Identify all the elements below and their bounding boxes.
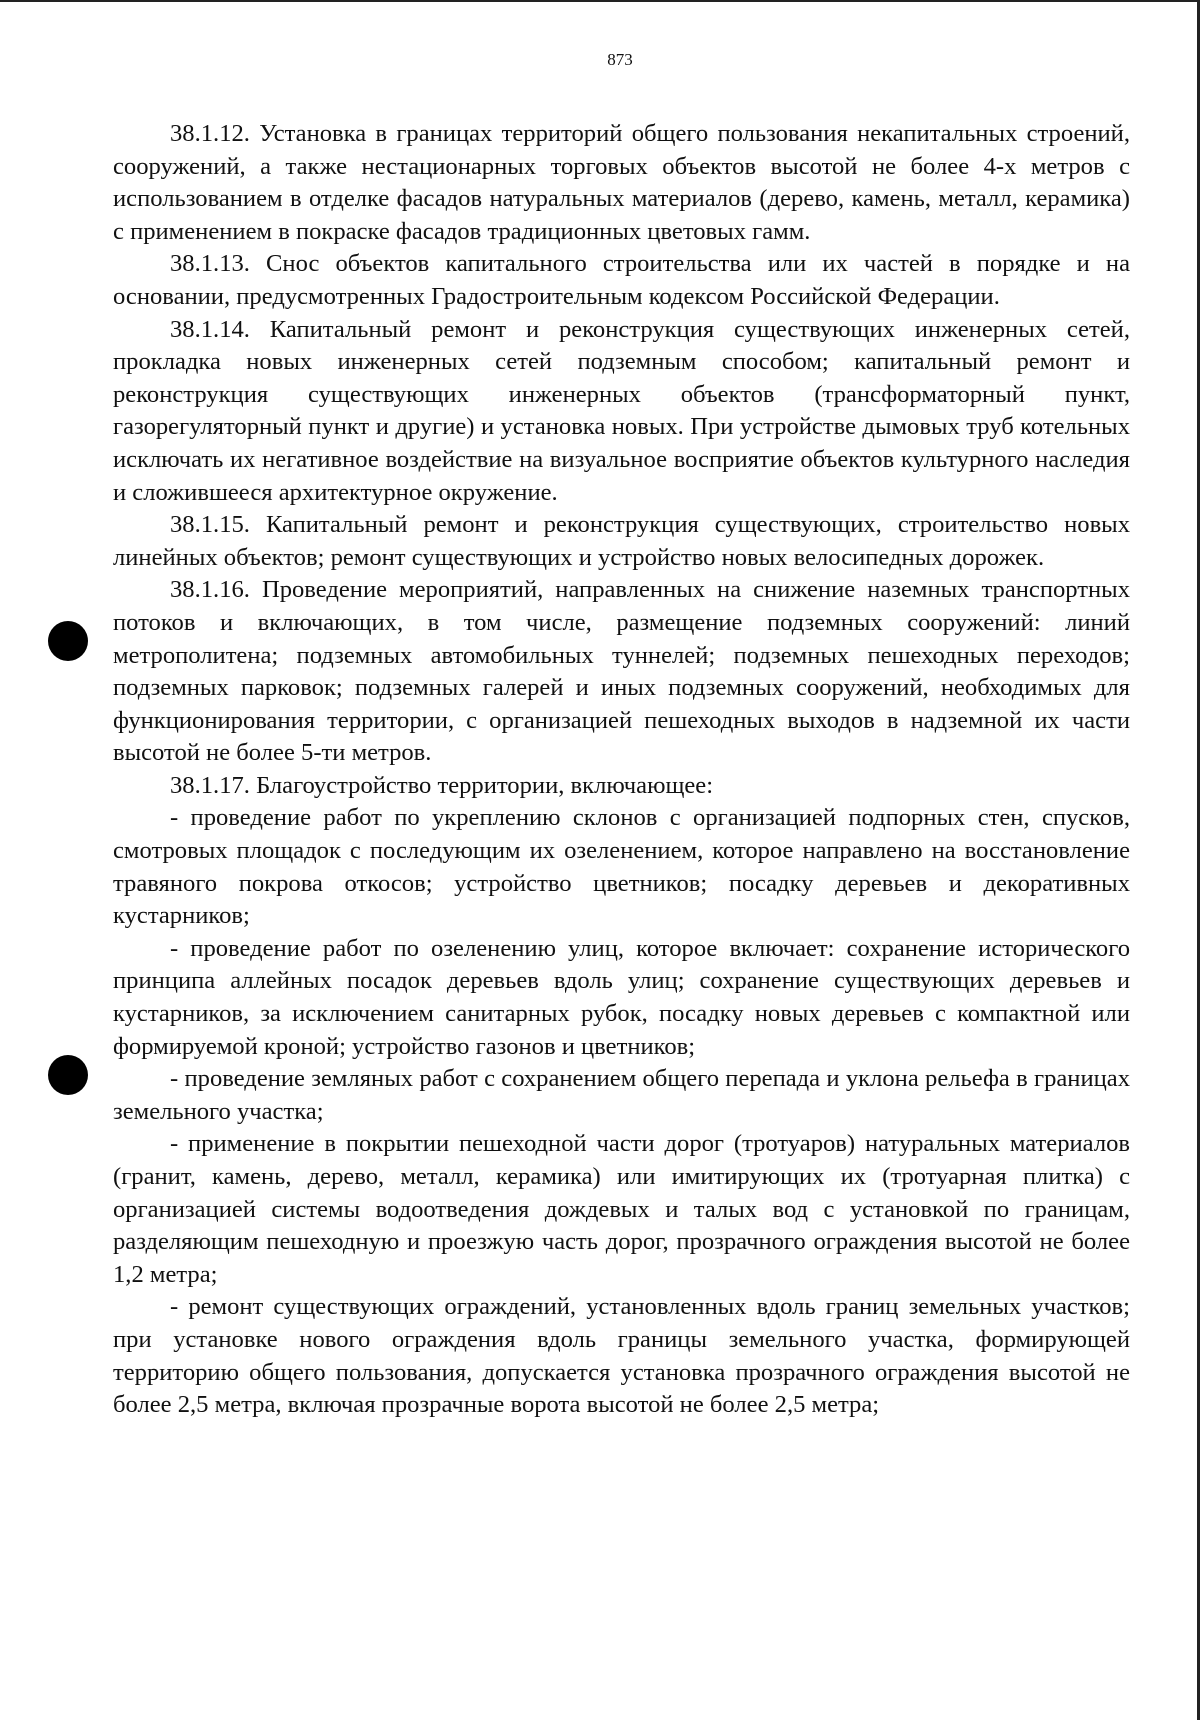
punch-hole-mark [48, 621, 88, 661]
list-item-greening: - проведение работ по озеленению улиц, которое включает: сохранение исторического принципа аллейных посадок деревьев вдоль улиц; сохранение существующих деревьев и кустарников, за исключением санитарных рубок, посадку новых деревьев с компактной или формируемой кроной; устройство газонов и цветников; [113, 934, 1130, 1060]
list-item-pavement: - применение в покрытии пешеходной части дорог (тротуаров) натуральных материалов (гранит, камень, дерево, металл, керамика) или имитирующих их (тротуарная плитка) с организацией системы водоотведения дождевых и талых вод с установкой по границам, разделяющим пешеходную и проезжую часть дорог, прозрачного ограждения высотой не более 1,2 метра; [113, 1130, 1130, 1288]
paragraph-38-1-16: 38.1.16. Проведение мероприятий, направленных на снижение наземных транспортных потоков и включающих, в том числе, размещение подземных сооружений: линий метрополитена; подземных автомобильных туннелей; подземных пешеходных переходов; подземных парковок; подземных галерей и иных подземных сооружений, необходимых для функционирования территории, с организацией пешеходных выходов в надземной их части высотой не более 5-ти метров. [113, 576, 1130, 767]
paragraph-38-1-17: 38.1.17. Благоустройство территории, включающее: [170, 771, 714, 799]
paragraph-38-1-12: 38.1.12. Установка в границах территорий общего пользования некапитальных строений, сооружений, а также нестационарных торговых объектов высотой не более 4-х метров с использованием в отделке фасадов натуральных материалов (дерево, камень, металл, керамика) с применением в покраске фасадов традиционных цветовых гамм. [113, 120, 1130, 245]
page-number: 873 [607, 50, 633, 69]
list-item-slopes: - проведение работ по укреплению склонов с организацией подпорных стен, спусков, смотровых площадок с последующим их озеленением, которое направлено на восстановление травяного покрова откосов; устройство цветников; посадку деревьев и декоративных кустарников; [113, 804, 1130, 930]
paragraph-38-1-13: 38.1.13. Снос объектов капитального строительства или их частей в порядке и на основании, предусмотренных Градостроительным кодексом Российской Федерации. [113, 250, 1130, 310]
document-body [113, 118, 1130, 1422]
paragraph-38-1-14: 38.1.14. Капитальный ремонт и реконструкция существующих инженерных сетей, прокладка новых инженерных сетей подземным способом; капитальный ремонт и реконструкция существующих инженерных объектов (трансформаторный пункт, газорегуляторный пункт и другие) и установка новых. При устройстве дымовых труб котельных исключать их негативное воздействие на визуальное восприятие объектов культурного наследия и сложившееся архитектурное окружение. [113, 315, 1130, 506]
punch-hole-mark [48, 1055, 88, 1095]
list-item-fences: - ремонт существующих ограждений, установленных вдоль границ земельных участков; при установке нового ограждения вдоль границы земельного участка, формирующей территорию общего пользования, допускается установка прозрачного ограждения высотой не более 2,5 метра, включая прозрачные ворота высотой не более 2,5 метра; [113, 1293, 1130, 1419]
paragraph-38-1-15: 38.1.15. Капитальный ремонт и реконструкция существующих, строительство новых линейных объектов; ремонт существующих и устройство новых велосипедных дорожек. [113, 511, 1130, 571]
list-item-earthworks: - проведение земляных работ с сохранением общего перепада и уклона рельефа в границах земельного участка; [113, 1065, 1130, 1125]
page-border-top [0, 0, 1200, 2]
